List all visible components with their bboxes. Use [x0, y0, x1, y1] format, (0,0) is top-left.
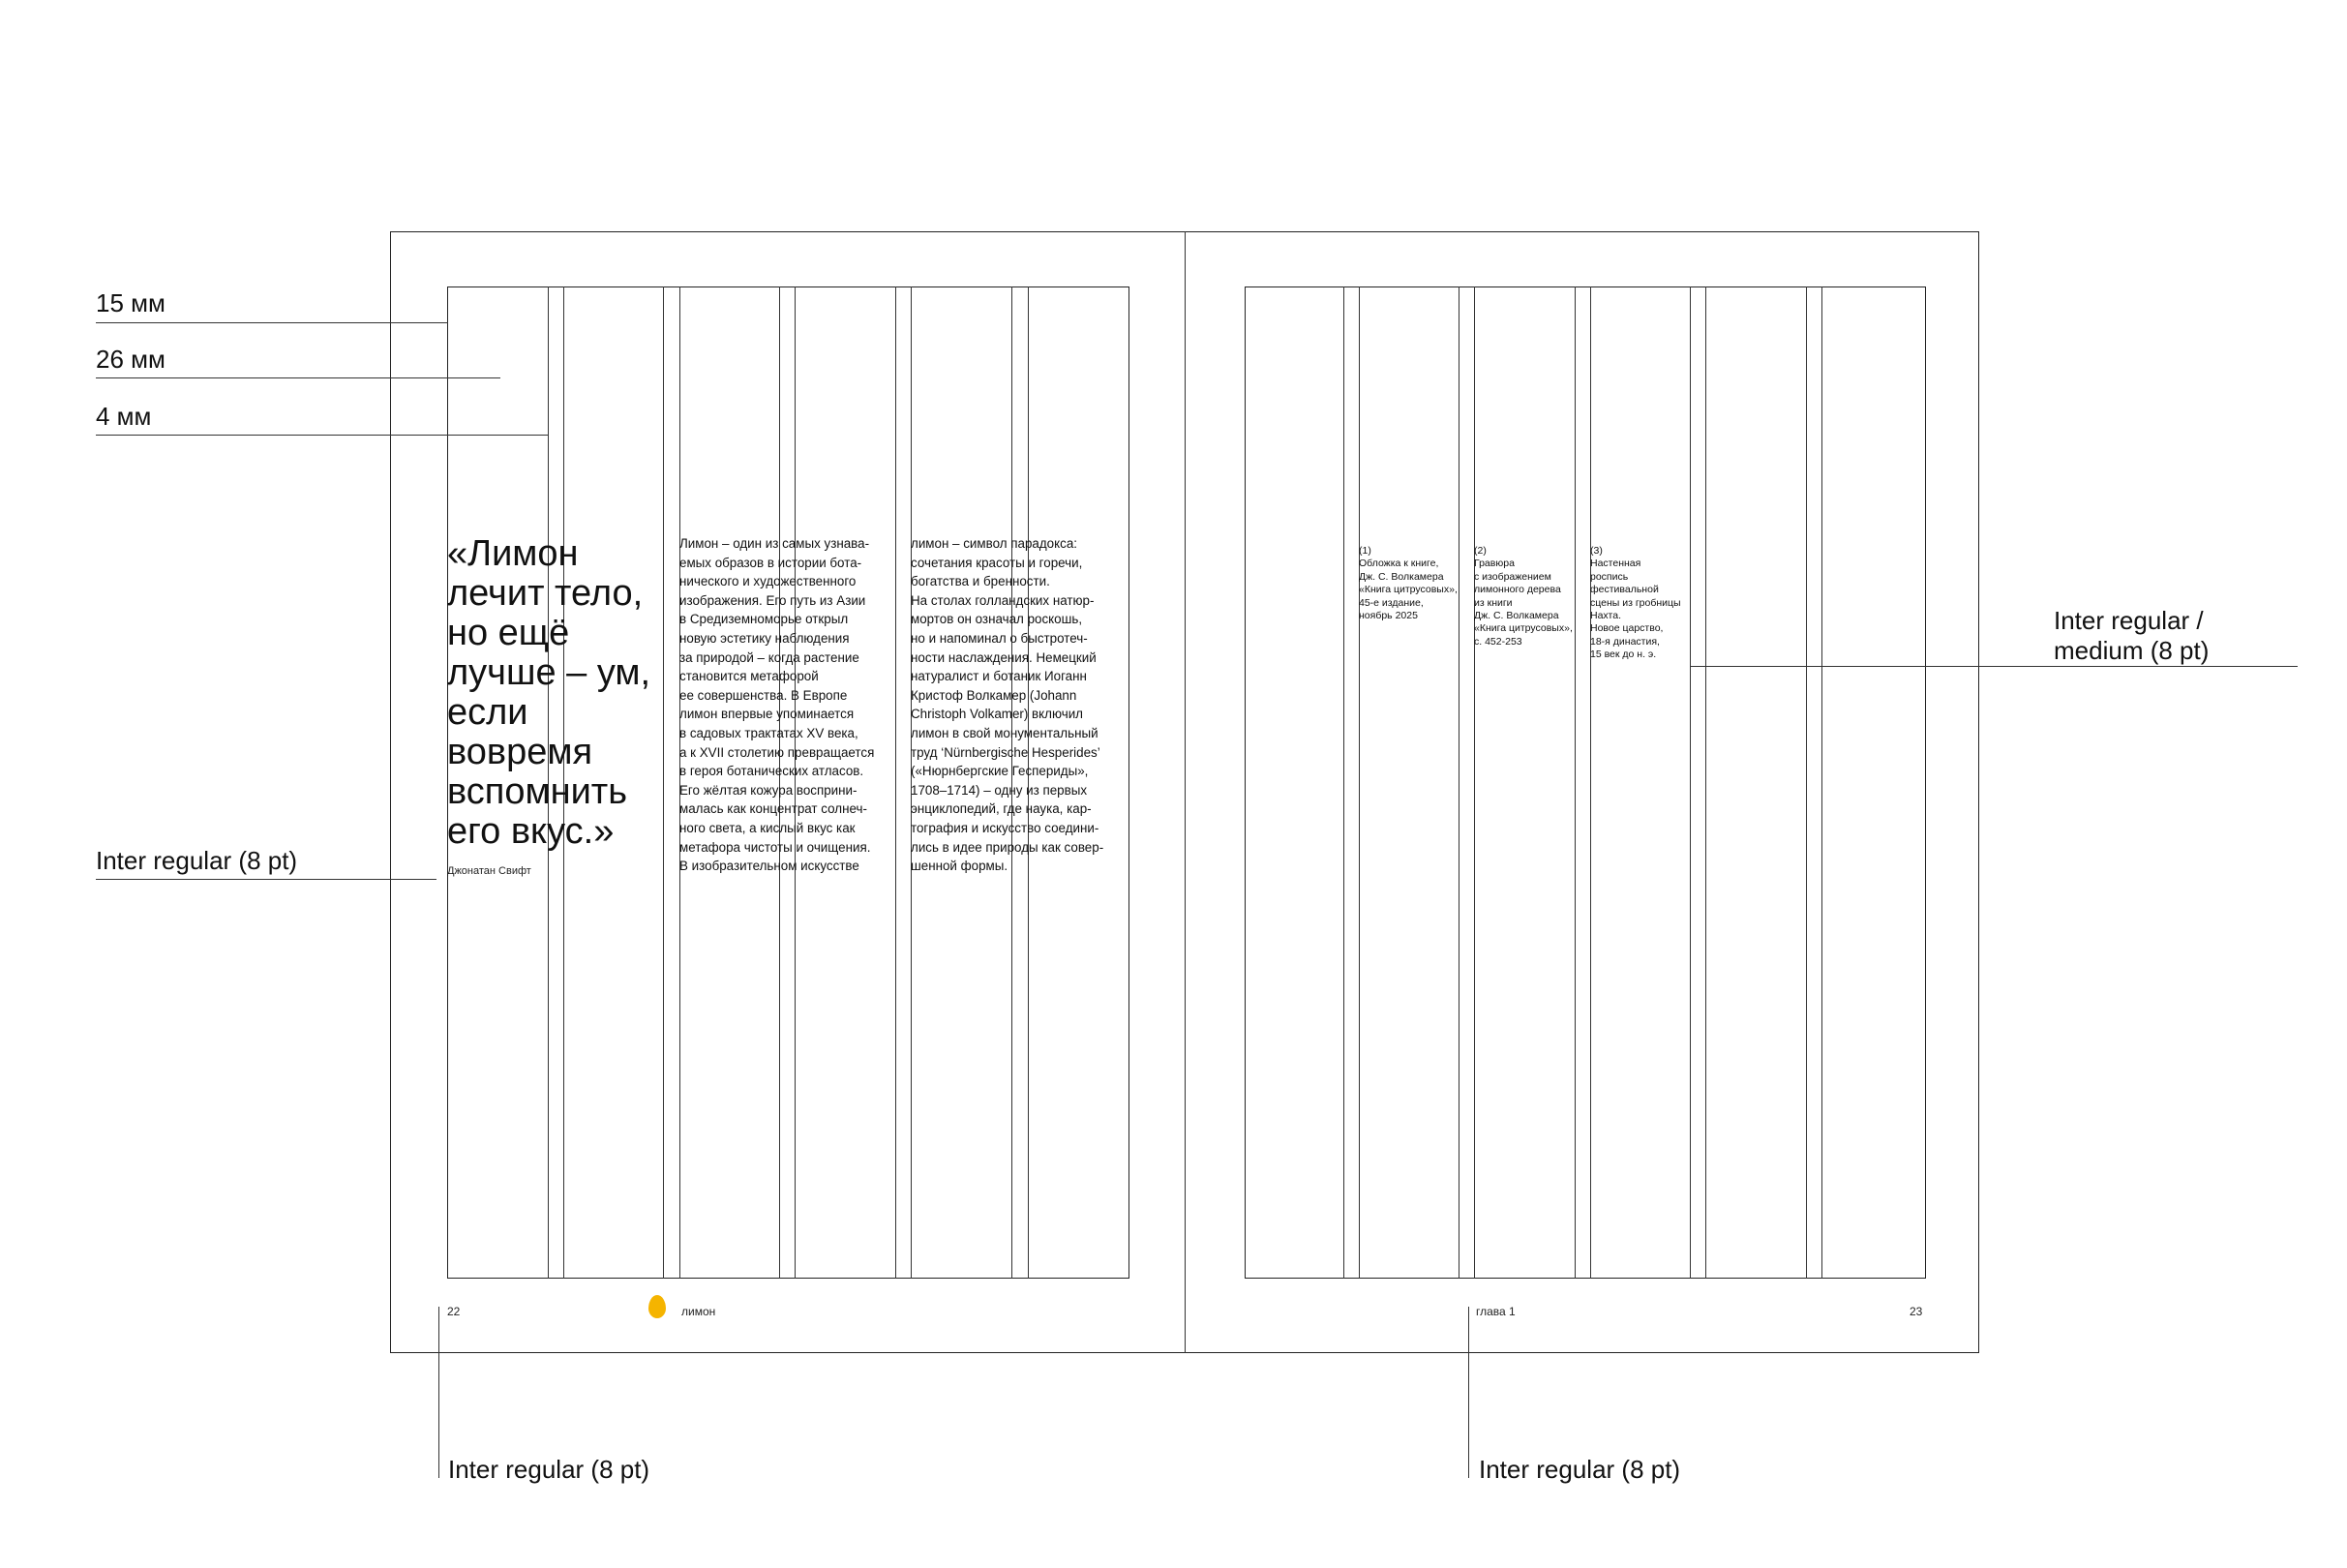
- caption-2: (2) Гравюра с изображением лимонного дерева из книги Дж. С. Волкамера «Книга цитрусовых», с. 452-253: [1474, 545, 1573, 648]
- annotation-folio-left-font: Inter regular (8 pt): [448, 1455, 650, 1484]
- grid-line: [1806, 286, 1807, 1279]
- grid-line: [1474, 286, 1475, 1279]
- leader-line: [96, 879, 436, 880]
- leader-line: [96, 377, 500, 378]
- annotation-gutter: 4 мм: [96, 402, 152, 431]
- lemon-icon: [648, 1295, 666, 1318]
- grid-line: [1359, 286, 1360, 1279]
- grid-line: [1705, 286, 1706, 1279]
- quote-author: Джонатан Свифт: [447, 865, 531, 877]
- page-number-left: 22: [447, 1305, 461, 1318]
- leader-line: [96, 322, 448, 323]
- pull-quote: «Лимон лечит тело, но ещё лучше – ум, если вовремя вспомнить его вкус.»: [447, 533, 651, 852]
- grid-line: [1343, 286, 1344, 1279]
- grid-line: [1575, 286, 1576, 1279]
- annotation-margin: 15 мм: [96, 288, 165, 317]
- leader-line: [438, 1307, 439, 1478]
- grid-line: [1690, 286, 1691, 1279]
- right-text-area: [1245, 286, 1926, 1279]
- leader-line: [96, 435, 548, 436]
- grid-line: [1821, 286, 1822, 1279]
- spine-line: [1185, 231, 1186, 1353]
- leader-line: [1468, 1307, 1469, 1478]
- grid-line: [1590, 286, 1591, 1279]
- page-number-right: 23: [1910, 1305, 1923, 1318]
- running-title-right: глава 1: [1476, 1305, 1516, 1318]
- leader-line: [1690, 666, 2298, 667]
- running-title-left: лимон: [681, 1305, 716, 1318]
- annotation-folio-right-font: Inter regular (8 pt): [1479, 1455, 1681, 1484]
- body-text-column-1: Лимон – один из самых узнава- емых образов в истории бота- нического и художественного изображения. Его путь из Азии в Средиземноморье открыл новую эстетику наблюдения за природой – когда растение становится метафорой ее совершенства. В Европе лимон впервые упоминается в садовых трактатах XV века, а к XVII столетию превращается в героя ботанических атласов. Его жёлтая кожура восприни- малась как концентрат солнеч- ного света, а кислый вкус как метафора чистоты и очищения. В изобразительном искусстве: [679, 536, 875, 874]
- caption-1: (1) Обложка к книге, Дж. С. Волкамера «Книга цитрусовых», 45-е издание, ноябрь 2025: [1359, 545, 1458, 622]
- annotation-quote-font: Inter regular (8 pt): [96, 846, 298, 875]
- body-text-column-2: лимон – символ парадокса: сочетания красоты и горечи, богатства и бренности. На столах голландских натюр- мортов он означал роскошь, но и напоминал о быстротеч- ности наслаждения. Немецкий натуралист и ботаник Иоганн Кристоф Волкамер (Johann Christoph Volkamer) включил лимон в свой монументальный труд ‘Nürnbergische Hesperides’ («Нюрнбергские Геспериды», 1708–1714) – одну из первых энциклопедий, где наука, кар- тография и искусство соедини- лись в идее природы как совер- шенной формы.: [911, 536, 1104, 874]
- caption-3: (3) Настенная роспись фестивальной сцены из гробницы Нахта. Новое царство, 18-я династия, 15 век до н. э.: [1590, 545, 1681, 661]
- annotation-caption-font: Inter regular / medium (8 pt): [2054, 606, 2210, 665]
- annotation-column-width: 26 мм: [96, 345, 165, 374]
